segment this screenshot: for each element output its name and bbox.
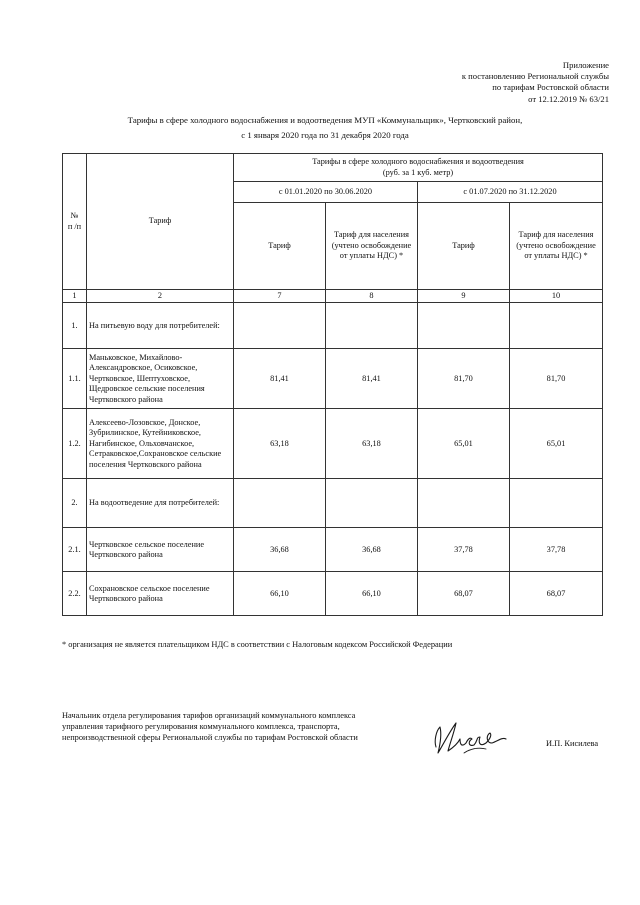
column-number: 9	[418, 290, 510, 303]
cell-value: 37,78	[418, 528, 510, 572]
cell-value: 65,01	[510, 409, 603, 479]
signatory-name: И.П. Кисилева	[546, 739, 599, 748]
cell-value: 66,10	[326, 572, 418, 616]
header-population-p2: Тариф для населения (учтено освобождение от уплаты НДС) *	[510, 203, 603, 290]
appendix-line: от 12.12.2019 № 63/21	[528, 93, 609, 104]
header-period-2: с 01.07.2020 по 31.12.2020	[418, 182, 603, 203]
signatory-position	[62, 711, 358, 743]
cell-value	[234, 479, 326, 528]
column-number: 1	[63, 290, 87, 303]
appendix-line: Приложение	[562, 60, 609, 70]
table-row	[63, 409, 603, 479]
header-tariff-p1: Тариф	[234, 203, 326, 290]
cell-value	[418, 303, 510, 349]
column-number: 10	[510, 290, 603, 303]
table-row	[63, 303, 603, 349]
cell-value: 63,18	[326, 409, 418, 479]
cell-value	[510, 479, 603, 528]
header-tariff-name: Тариф	[87, 154, 234, 290]
cell-value: 81,41	[234, 349, 326, 409]
cell-value	[418, 479, 510, 528]
header-tariff-group: Тарифы в сфере холодного водоснабжения и водоотведения (руб. за 1 куб. метр)	[234, 154, 603, 182]
cell-value: 81,41	[326, 349, 418, 409]
tariff-table	[62, 153, 603, 616]
cell-value: 68,07	[418, 572, 510, 616]
cell-value: 65,01	[418, 409, 510, 479]
row-name: Маньковское, Михайлово-Александровское, Осиковское, Чертковское, Шептуховское, Щедровское сельские поселения Чертковского района	[87, 349, 234, 409]
row-number: 1.1.	[63, 349, 87, 409]
row-name: Алексеево-Лозовское, Донское, Зубрилинское, Кутейниковское, Нагибинское, Ольховчанское, Сетраковское,Сохрановское сельские поселения Чертковского района	[87, 409, 234, 479]
row-name: Сохрановское сельское поселение Чертковского района	[87, 572, 234, 616]
position-line: управления тарифного регулирования коммунального комплекса, транспорта,	[62, 721, 340, 731]
cell-value: 81,70	[418, 349, 510, 409]
row-number: 2.2.	[63, 572, 87, 616]
row-number: 2.	[63, 479, 87, 528]
row-name: Чертковское сельское поселение Чертковского района	[87, 528, 234, 572]
column-number: 8	[326, 290, 418, 303]
cell-value	[510, 303, 603, 349]
header-population-p1: Тариф для населения (учтено освобождение от уплаты НДС) *	[326, 203, 418, 290]
document-title: Тарифы в сфере холодного водоснабжения и водоотведения МУП «Коммунальщик», Чертковский район,	[127, 115, 523, 125]
header-period-1: с 01.01.2020 по 30.06.2020	[234, 182, 418, 203]
cell-value: 37,78	[510, 528, 603, 572]
cell-value	[326, 479, 418, 528]
footnote: * организация не является плательщиком НДС в соответствии с Налоговым кодексом Российской Федерации	[62, 640, 453, 649]
appendix-line: к постановлению Региональной службы	[461, 71, 609, 82]
position-line: непроизводственной сферы Региональной службы по тарифам Ростовской области	[62, 732, 358, 742]
cell-value: 68,07	[510, 572, 603, 616]
position-line: Начальник отдела регулирования тарифов организаций коммунального комплекса	[62, 711, 356, 720]
cell-value: 63,18	[234, 409, 326, 479]
appendix-block	[462, 60, 609, 105]
cell-value: 81,70	[510, 349, 603, 409]
appendix-line: по тарифам Ростовской области	[492, 82, 609, 93]
cell-value: 66,10	[234, 572, 326, 616]
column-number: 2	[87, 290, 234, 303]
table-row	[63, 479, 603, 528]
header-tariff-p2: Тариф	[418, 203, 510, 290]
header-number: № п /п	[63, 154, 87, 290]
row-number: 2.1.	[63, 528, 87, 572]
row-name: На питьевую воду для потребителей:	[87, 303, 234, 349]
column-number-row	[63, 290, 603, 303]
table-row	[63, 572, 603, 616]
document-period: с 1 января 2020 года по 31 декабря 2020 года	[241, 130, 409, 140]
cell-value: 36,68	[326, 528, 418, 572]
cell-value	[326, 303, 418, 349]
cell-value: 36,68	[234, 528, 326, 572]
table-row	[63, 528, 603, 572]
handwritten-signature	[430, 713, 512, 761]
table-row	[63, 349, 603, 409]
cell-value	[234, 303, 326, 349]
column-number: 7	[234, 290, 326, 303]
row-number: 1.2.	[63, 409, 87, 479]
row-number: 1.	[63, 303, 87, 349]
row-name: На водоотведение для потребителей:	[87, 479, 234, 528]
